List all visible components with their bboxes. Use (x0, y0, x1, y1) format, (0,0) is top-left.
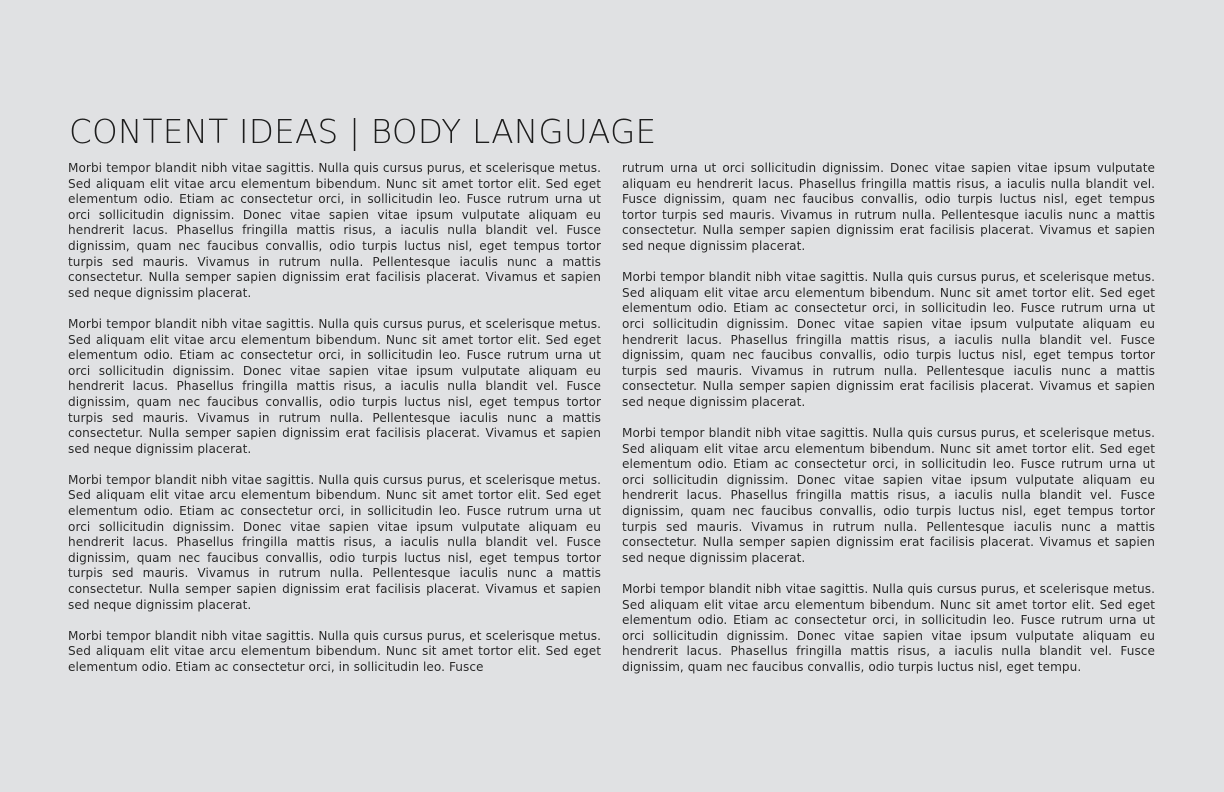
body-column-left (68, 161, 601, 691)
body-paragraph: rutrum urna ut orci sollicitudin dignissim. Donec vitae sapien vitae ipsum vulputate aliquam eu hendrerit lacus. Phasellus fringilla mattis risus, a iaculis nulla blandit vel. Fusce dignissim, quam nec faucibus convallis, odio turpis luctus nisl, eget tempus tortor turpis sed mauris. Vivamus in rutrum nulla. Pellentesque iaculis nunc a mattis consectetur. Nulla semper sapien dignissim erat facilisis placerat. Vivamus et sapien sed neque dignissim placerat. (622, 161, 1155, 253)
body-paragraph: Morbi tempor blandit nibh vitae sagittis. Nulla quis cursus purus, et scelerisque metus. Sed aliquam elit vitae arcu elementum bibendum. Nunc sit amet tortor elit. Sed eget elementum odio. Etiam ac consectetur orci, in sollicitudin leo. Fusce rutrum urna ut orci sollicitudin dignissim. Donec vitae sapien vitae ipsum vulputate aliquam eu hendrerit lacus. Phasellus fringilla mattis risus, a iaculis nulla blandit vel. Fusce dignissim, quam nec faucibus convallis, odio turpis luctus nisl, eget tempus tortor turpis sed mauris. Vivamus in rutrum nulla. Pellentesque iaculis nunc a mattis consectetur. Nulla semper sapien dignissim erat facilisis placerat. Vivamus et sapien sed neque dignissim placerat. (622, 270, 1155, 409)
body-paragraph: Morbi tempor blandit nibh vitae sagittis. Nulla quis cursus purus, et scelerisque metus. Sed aliquam elit vitae arcu elementum bibendum. Nunc sit amet tortor elit. Sed eget elementum odio. Etiam ac consectetur orci, in sollicitudin leo. Fusce rutrum urna ut orci sollicitudin dignissim. Donec vitae sapien vitae ipsum vulputate aliquam eu hendrerit lacus. Phasellus fringilla mattis risus, a iaculis nulla blandit vel. Fusce dignissim, quam nec faucibus convallis, odio turpis luctus nisl, eget tempus tortor turpis sed mauris. Vivamus in rutrum nulla. Pellentesque iaculis nunc a mattis consectetur. Nulla semper sapien dignissim erat facilisis placerat. Vivamus et sapien sed neque dignissim placerat. (622, 426, 1155, 565)
body-paragraph: Morbi tempor blandit nibh vitae sagittis. Nulla quis cursus purus, et scelerisque metus. Sed aliquam elit vitae arcu elementum bibendum. Nunc sit amet tortor elit. Sed eget elementum odio. Etiam ac consectetur orci, in sollicitudin leo. Fusce rutrum urna ut orci sollicitudin dignissim. Donec vitae sapien vitae ipsum vulputate aliquam eu hendrerit lacus. Phasellus fringilla mattis risus, a iaculis nulla blandit vel. Fusce dignissim, quam nec faucibus convallis, odio turpis luctus nisl, eget tempus tortor turpis sed mauris. Vivamus in rutrum nulla. Pellentesque iaculis nunc a mattis consectetur. Nulla semper sapien dignissim erat facilisis placerat. Vivamus et sapien sed neque dignissim placerat. (68, 316, 601, 456)
body-paragraph: Morbi tempor blandit nibh vitae sagittis. Nulla quis cursus purus, et scelerisque metus. Sed aliquam elit vitae arcu elementum bibendum. Nunc sit amet tortor elit. Sed eget elementum odio. Etiam ac consectetur orci, in sollicitudin leo. Fusce rutrum urna ut orci sollicitudin dignissim. Donec vitae sapien vitae ipsum vulputate aliquam eu hendrerit lacus. Phasellus fringilla mattis risus, a iaculis nulla blandit vel. Fusce dignissim, quam nec faucibus convallis, odio turpis luctus nisl, eget tempus tortor turpis sed mauris. Vivamus in rutrum nulla. Pellentesque iaculis nunc a mattis consectetur. Nulla semper sapien dignissim erat facilisis placerat. Vivamus et sapien sed neque dignissim placerat. (68, 161, 601, 300)
body-paragraph: Morbi tempor blandit nibh vitae sagittis. Nulla quis cursus purus, et scelerisque metus. Sed aliquam elit vitae arcu elementum bibendum. Nunc sit amet tortor elit. Sed eget elementum odio. Etiam ac consectetur orci, in sollicitudin leo. Fusce (68, 628, 601, 674)
page-title: CONTENT IDEAS | BODY LANGUAGE (69, 112, 657, 151)
body-paragraph: Morbi tempor blandit nibh vitae sagittis. Nulla quis cursus purus, et scelerisque metus. Sed aliquam elit vitae arcu elementum bibendum. Nunc sit amet tortor elit. Sed eget elementum odio. Etiam ac consectetur orci, in sollicitudin leo. Fusce rutrum urna ut orci sollicitudin dignissim. Donec vitae sapien vitae ipsum vulputate aliquam eu hendrerit lacus. Phasellus fringilla mattis risus, a iaculis nulla blandit vel. Fusce dignissim, quam nec faucibus convallis, odio turpis luctus nisl, eget tempu. (622, 582, 1155, 674)
body-paragraph: Morbi tempor blandit nibh vitae sagittis. Nulla quis cursus purus, et scelerisque metus. Sed aliquam elit vitae arcu elementum bibendum. Nunc sit amet tortor elit. Sed eget elementum odio. Etiam ac consectetur orci, in sollicitudin leo. Fusce rutrum urna ut orci sollicitudin dignissim. Donec vitae sapien vitae ipsum vulputate aliquam eu hendrerit lacus. Phasellus fringilla mattis risus, a iaculis nulla blandit vel. Fusce dignissim, quam nec faucibus convallis, odio turpis luctus nisl, eget tempus tortor turpis sed mauris. Vivamus in rutrum nulla. Pellentesque iaculis nunc a mattis consectetur. Nulla semper sapien dignissim erat facilisis placerat. Vivamus et sapien sed neque dignissim placerat. (68, 472, 601, 612)
body-column-right (622, 161, 1155, 691)
